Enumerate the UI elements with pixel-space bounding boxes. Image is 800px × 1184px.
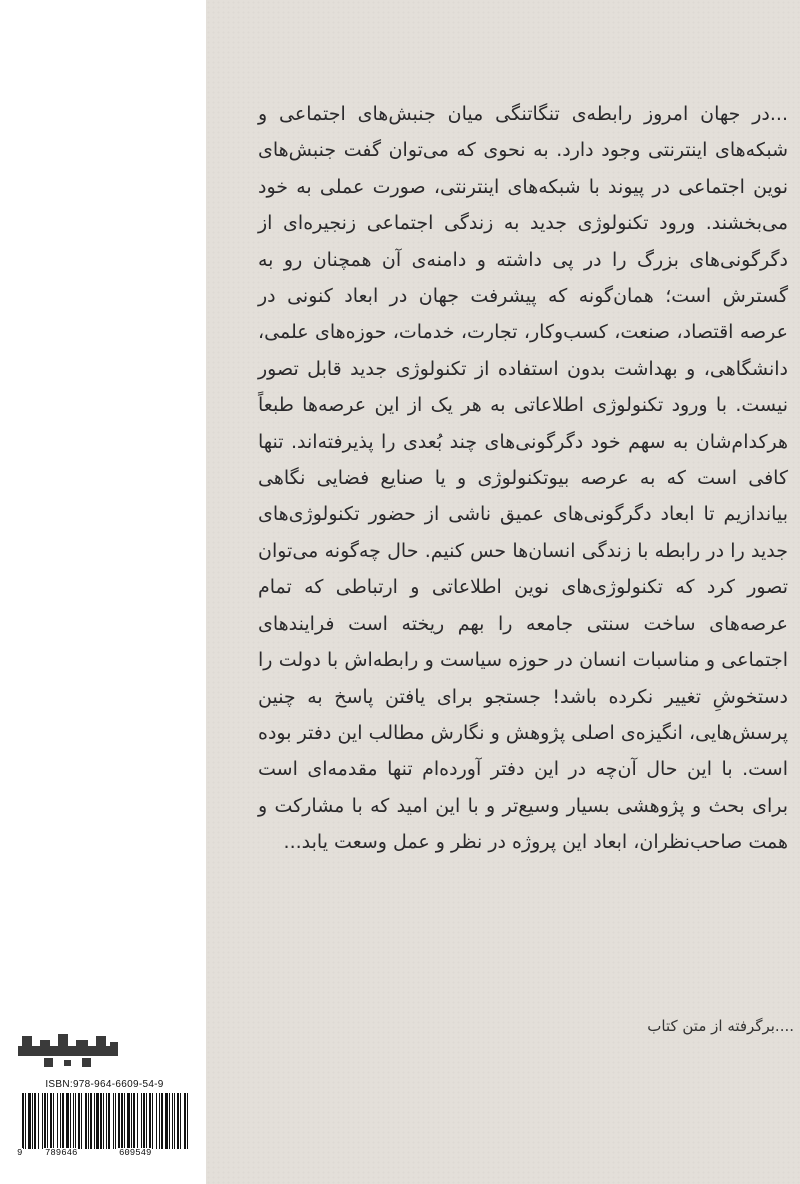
barcode-bar	[60, 1093, 61, 1149]
barcode-bar	[78, 1093, 80, 1149]
barcode-bar	[103, 1093, 104, 1149]
barcode-bar	[141, 1093, 142, 1149]
barcode-bar	[131, 1093, 132, 1149]
barcode-bar	[96, 1093, 99, 1149]
barcode-bar	[53, 1093, 54, 1149]
barcode-bar	[113, 1093, 114, 1149]
barcode-digits-left: 789646	[45, 1148, 78, 1158]
source-note	[260, 1017, 800, 1035]
barcode-bar	[169, 1093, 170, 1149]
barcode-bar	[81, 1093, 82, 1149]
barcode-bar	[143, 1093, 145, 1149]
barcode-bar	[88, 1093, 89, 1149]
barcode-bar	[22, 1093, 24, 1149]
barcode-bar	[42, 1093, 43, 1149]
barcode-bar	[146, 1093, 147, 1149]
barcode-bar	[32, 1093, 33, 1149]
barcode-bar	[180, 1093, 181, 1149]
barcode-bar	[177, 1093, 179, 1149]
barcode-bar	[121, 1093, 123, 1149]
barcode-bar	[184, 1093, 186, 1149]
barcode-bar	[118, 1093, 120, 1149]
barcode-digit-first: 9	[17, 1148, 23, 1158]
barcode-bar	[133, 1093, 135, 1149]
barcode-bar	[174, 1093, 175, 1149]
barcode-bar	[66, 1093, 69, 1149]
barcode-bar	[165, 1093, 168, 1149]
barcode-bar	[187, 1093, 188, 1149]
barcode-bar	[94, 1093, 95, 1149]
barcode-bar	[73, 1093, 74, 1149]
barcode-bar	[57, 1093, 58, 1149]
barcode-digits	[14, 1148, 195, 1162]
source-note-text: ....برگرفته از متن کتاب	[647, 1017, 794, 1035]
barcode-bar	[124, 1093, 125, 1149]
barcode-bar	[156, 1093, 157, 1149]
barcode-bar	[25, 1093, 26, 1149]
barcode-bar	[149, 1093, 151, 1149]
barcode-bar	[108, 1093, 110, 1149]
barcode-bar	[44, 1093, 46, 1149]
barcode-bar	[137, 1093, 138, 1149]
barcode-bar	[50, 1093, 52, 1149]
barcode-bar	[100, 1093, 102, 1149]
barcode-bar	[34, 1093, 36, 1149]
publisher-logo-mark	[14, 1032, 124, 1072]
barcode-bar	[161, 1093, 163, 1149]
barcode-bar	[75, 1093, 76, 1149]
isbn-label: ISBN:978-964-6609-54-9	[45, 1079, 164, 1090]
barcode-digits-right: 609549	[119, 1148, 152, 1158]
barcode-bar	[152, 1093, 153, 1149]
barcode-bar	[38, 1093, 39, 1149]
barcode-bar	[159, 1093, 160, 1149]
barcode-bar	[90, 1093, 92, 1149]
blurb-paragraph: ...در جهان امروز رابطه‌ی تنگاتنگی میان جنبش‌های اجتماعی و شبکه‌های اینترنتی وجود دارد. به نحوی که می‌توان گفت جنبش‌های نوین اجتماعی در پیوند با شبکه‌های اینترنتی، صورت عملی به خود می‌بخشند. ورود تکنولوژی جدید به زندگی اجتماعی زنجیره‌ای از دگرگونی‌های بزرگ را در پی داشته و دامنه‌ی آن همچنان رو به گسترش است؛ همان‌گونه که پیشرفت جهان در ابعاد کنونی در عرصه اقتصاد، صنعت، کسب‌وکار، تجارت، خدمات، حوزه‌های علمی، دانشگاهی، و بهداشت بدون استفاده از تکنولوژی جدید قابل تصور نیست. با ورود تکنولوژی اطلاعاتی به هر یک از این عرصه‌ها طبعاً هرکدام‌شان به سهم خود دگرگونی‌های چند بُعدی را پذیرفته‌اند. تنها کافی است که به عرصه بیوتکنولوژی و یا صنایع فضایی نگاهی بیاندازیم تا ابعاد دگرگونی‌های عمیق ناشی از حضور تکنولوژی‌های جدید را در رابطه با زندگی انسان‌ها حس کنیم. حال چه‌گونه می‌توان تصور کرد که تکنولوژی‌های نوین اطلاعاتی و ارتباطی که تمام عرصه‌های ساخت سنتی جامعه را بهم ریخته است فرایندهای اجتماعی و مناسبات انسان در حوزه سیاست و رابطه‌اش با دولت را دستخوشِ تغییر نکرده باشد! جستجو برای یافتن پاسخ به چنین پرسش‌هایی، انگیزه‌ی اصلی پژوهش و نگارش مطالب این دفتر بوده است. با این حال آن‌چه در این دفتر آورده‌ام تنها مقدمه‌ای است برای بحث و پژوهشی بسیار وسیع‌تر و با این امید که با مشارکت و همت صاحب‌نظران، ابعاد این پروژه در نظر و عمل وسعت یابد...	[258, 103, 788, 854]
barcode-bar	[62, 1093, 64, 1149]
barcode-bars	[14, 1093, 195, 1149]
barcode-bar	[115, 1093, 116, 1149]
barcode-bar	[106, 1093, 107, 1149]
publisher-logo	[14, 1032, 124, 1072]
barcode-bar	[47, 1093, 48, 1149]
back-cover-blurb	[258, 96, 788, 861]
barcode-bar	[85, 1093, 87, 1149]
barcode-bar	[70, 1093, 71, 1149]
barcode-bar	[28, 1093, 31, 1149]
barcode-bar	[127, 1093, 130, 1149]
barcode-bar	[172, 1093, 173, 1149]
